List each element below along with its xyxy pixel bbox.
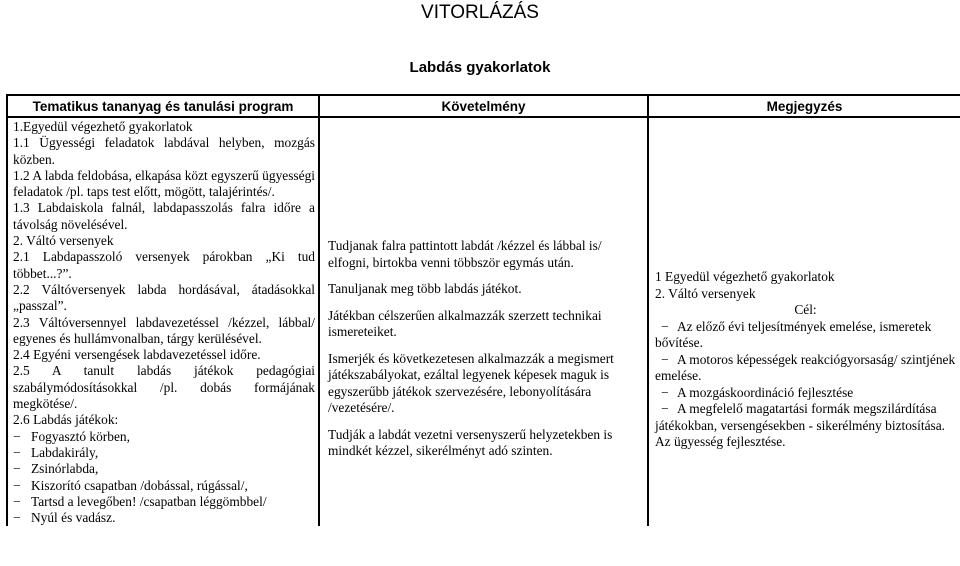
notes-line: 1 Egyedül végezhető gyakorlatok <box>655 269 835 284</box>
game-name: Tartsd a levegőben! /csapatban léggömbbel/ <box>31 493 267 509</box>
program-line: 2.6 Labdás játékok: <box>13 412 119 428</box>
requirement-cell <box>319 117 648 526</box>
header-requirement: Követelmény <box>319 95 648 117</box>
curriculum-table <box>6 94 960 526</box>
program-line: 2.1 Labdapasszoló versenyek párokban „Ki tud többet...?”. <box>13 249 315 281</box>
goal-item <box>655 352 956 385</box>
program-cell <box>7 117 319 526</box>
goal-text: A motoros képességek reakciógyorsaság/ szintjének emelése. <box>655 351 956 383</box>
game-name: Nyúl és vadász. <box>31 510 116 526</box>
game-list-item <box>13 461 315 477</box>
goal-text: Az előző évi teljesítmények emelése, ismeretek bővítése. <box>655 318 932 350</box>
game-list-item <box>13 445 315 461</box>
header-notes: Megjegyzés <box>648 95 960 117</box>
dash-bullet: − <box>13 428 21 444</box>
program-line: 1.3 Labdaiskola falnál, labdapasszolás falra időre a távolság növelésével. <box>13 200 315 232</box>
program-line: 2. Váltó versenyek <box>13 233 114 249</box>
document-subtitle: Labdás gyakorlatok <box>409 59 551 76</box>
requirement-paragraph: Ismerjék és következetesen alkalmazzák a megismert játékszabályokat, ezáltal legyenek képesek maguk is egyszerűbb játékok szervezésére, lebonyolítására /vezetésére/. <box>328 350 614 415</box>
game-list-item <box>13 478 315 494</box>
game-name: Kiszorító csapatban /dobással, rúgással/, <box>31 477 248 493</box>
game-list-item <box>13 510 315 526</box>
game-list-item <box>13 429 315 445</box>
requirement-paragraph: Tanuljanak meg több labdás játékot. <box>328 281 522 296</box>
requirement-paragraph: Tudjanak falra pattintott labdát /kézzel és lábbal is/ elfogni, birtokba venni többször egymás után. <box>328 238 602 270</box>
game-list-item <box>13 494 315 510</box>
requirement-paragraph: Tudják a labdát vezetni versenyszerű helyzetekben is mindkét kézzel, sikerélményt adó szinten. <box>328 426 613 458</box>
dash-bullet: − <box>13 444 21 460</box>
game-name: Zsinórlabda, <box>31 461 99 477</box>
document-title: VITORLÁZÁS <box>421 2 539 23</box>
dash-bullet: − <box>661 384 669 400</box>
game-name: Fogyasztó körben, <box>31 428 130 444</box>
program-line: 2.4 Egyéni versengések labdavezetéssel időre. <box>13 347 261 363</box>
dash-bullet: − <box>13 477 21 493</box>
notes-cell <box>648 117 960 526</box>
dash-bullet: − <box>13 493 21 509</box>
notes-line: 2. Váltó versenyek <box>655 285 756 301</box>
goal-text: A megfelelő magatartási formák megszilárdítása játékokban, versengésekben - sikerélmény biztosítása. Az ügyesség fejlesztése. <box>655 401 946 449</box>
goal-label: Cél: <box>794 302 817 317</box>
goal-item <box>655 401 956 451</box>
dash-bullet: − <box>13 510 21 526</box>
program-line: 2.2 Váltóversenyek labda hordásával, átadásokkal „passzal”. <box>13 281 315 314</box>
header-program: Tematikus tananyag és tanulási program <box>7 95 319 117</box>
goal-item <box>655 319 956 352</box>
game-name: Labdakirály, <box>31 444 99 460</box>
program-line: 2.5 A tanult labdás játékok pedagógiai szabálymódosításokkal /pl. dobás formájának megkötése/. <box>13 363 315 412</box>
table-header-row <box>7 95 960 117</box>
goal-item <box>655 385 956 402</box>
dash-bullet: − <box>661 351 669 367</box>
program-line: 1.1 Ügyességi feladatok labdával helyben, mozgás közben. <box>13 135 315 167</box>
requirement-paragraph: Játékban célszerűen alkalmazzák szerzett technikai ismereteiket. <box>328 307 602 339</box>
program-line: 2.3 Váltóversennyel labdavezetéssel /kézzel, lábbal/ egyenes és hullámvonalban, tárgy kerülésével. <box>13 314 315 346</box>
dash-bullet: − <box>661 318 669 334</box>
program-line: 1.Egyedül végezhető gyakorlatok <box>13 119 193 134</box>
program-line: 1.2 A labda feldobása, elkapása közt egyszerű ügyességi feladatok /pl. taps test előtt, mögött, talajérintés/. <box>13 167 315 200</box>
table-row <box>7 117 960 526</box>
goal-text: A mozgáskoordináció fejlesztése <box>677 384 854 400</box>
dash-bullet: − <box>661 401 669 416</box>
dash-bullet: − <box>13 461 21 477</box>
